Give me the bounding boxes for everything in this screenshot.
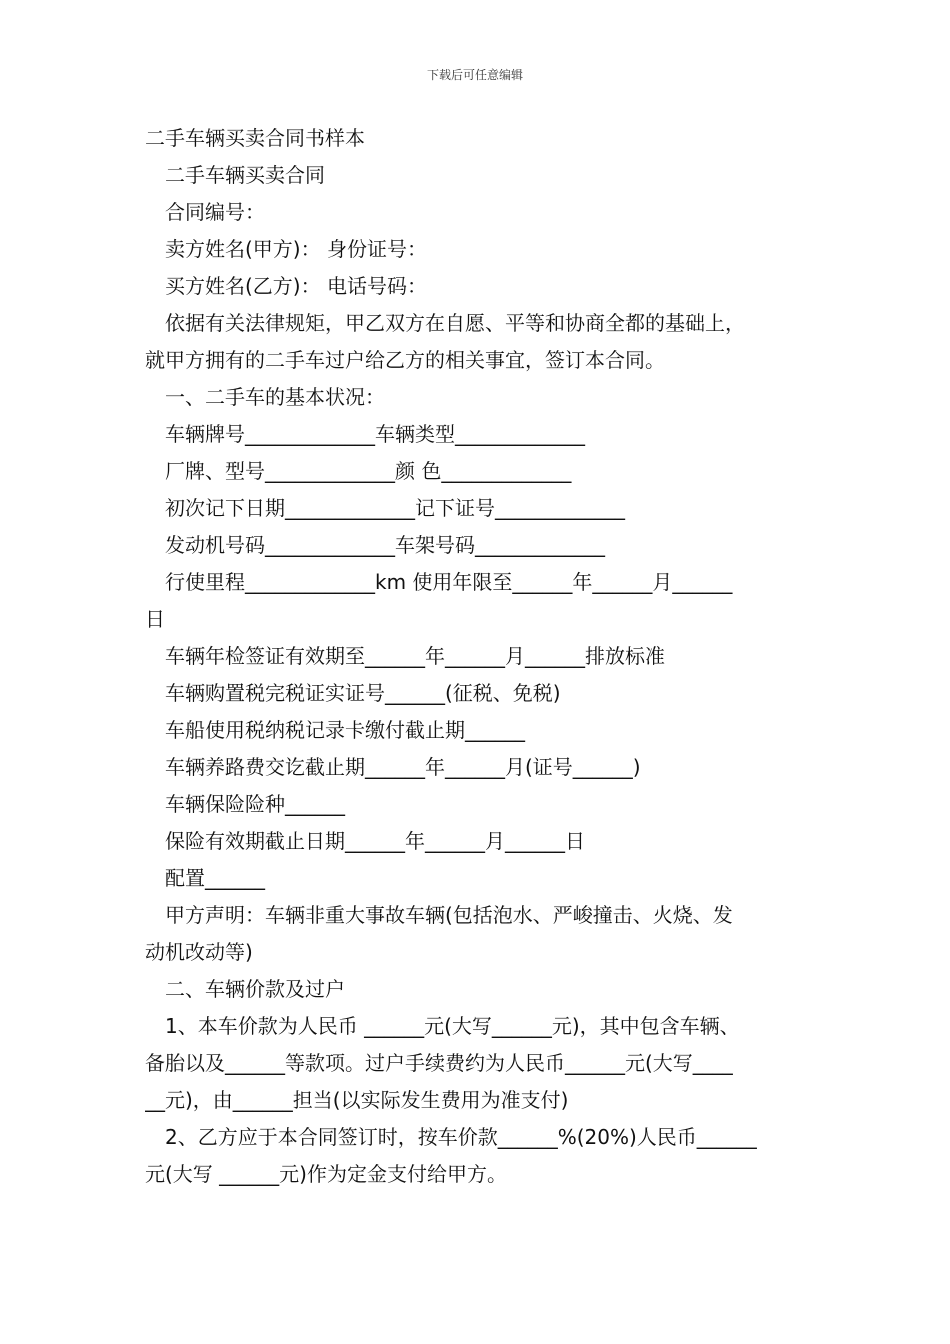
inspection-line: 车辆年检签证有效期至______年______月______排放标准 [165,644,665,668]
buyer-line: 买方姓名(乙方)： 电话号码： [165,274,427,298]
price-clause-line-1: 1、本车价款为人民币 ______元(大写______元)，其中包含车辆、 [165,1014,740,1038]
configuration-line: 配置______ [165,866,265,890]
price-clause-line-2: 备胎以及______等款项。过户手续费约为人民币______元(大写____ [145,1051,733,1075]
contract-body [145,120,815,1193]
section-1-heading: 一、二手车的基本状况： [165,385,385,409]
mileage-line-cont: 日 [145,607,165,631]
engine-frame-line: 发动机号码_____________车架号码_____________ [165,533,605,557]
section-2-heading: 二、车辆价款及过户 [165,977,345,1001]
seller-line: 卖方姓名(甲方)： 身份证号： [165,237,427,261]
deposit-clause-line-2: 元(大写 ______元)作为定金支付给甲方。 [145,1162,507,1186]
contract-number-line: 合同编号： [165,200,265,224]
contract-heading: 二手车辆买卖合同 [165,163,325,187]
seller-declaration-line-2: 动机改动等) [145,940,253,964]
registration-line: 初次记下日期_____________记下证号_____________ [165,496,625,520]
insurance-validity-line: 保险有效期截止日期______年______月______日 [165,829,585,853]
mileage-line: 行使里程_____________km 使用年限至______年______月______ [165,570,733,594]
document-title: 二手车辆买卖合同书样本 [145,126,365,150]
vessel-tax-line: 车船使用税纳税记录卡缴付截止期______ [165,718,525,742]
preamble-line-1: 依据有关法律规矩，甲乙双方在自愿、平等和协商全都的基础上， [165,311,745,335]
deposit-clause-line-1: 2、乙方应于本合同签订时，按车价款______%(20%)人民币______ [165,1125,757,1149]
preamble-line-2: 就甲方拥有的二手车过户给乙方的相关事宜，签订本合同。 [145,348,665,372]
plate-type-line: 车辆牌号_____________车辆类型_____________ [165,422,585,446]
road-fee-line: 车辆养路费交讫截止期______年______月(证号______) [165,755,641,779]
brand-color-line: 厂牌、型号_____________颜 色_____________ [165,459,572,483]
purchase-tax-line: 车辆购置税完税证实证号______(征税、免税) [165,681,561,705]
price-clause-line-3: __元)，由______担当(以实际发生费用为准支付) [145,1088,569,1112]
seller-declaration-line-1: 甲方声明：车辆非重大事故车辆(包括泡水、严峻撞击、火烧、发 [165,903,733,927]
insurance-type-line: 车辆保险险种______ [165,792,345,816]
page-header-note: 下载后可任意编辑 [426,68,523,82]
